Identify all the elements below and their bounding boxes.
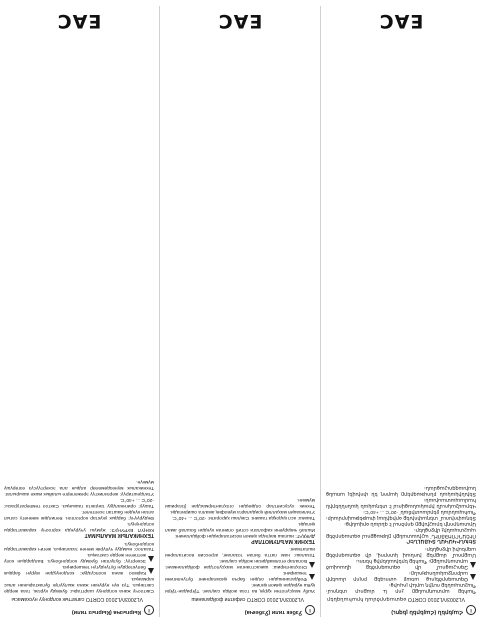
eac-logo: EAC bbox=[217, 10, 263, 32]
manual-column-uzbek bbox=[161, 0, 319, 623]
section-title: ՏԵԽՆԻԿԱԿԱՆ ՏՎՅԱԼՆԵՐ bbox=[406, 537, 476, 544]
paragraph: Өндүрүүчү: бардык укуктар корголгон. Кепилдик мөөнөтү сатып алган күндөн баштап эсептелет. bbox=[4, 508, 154, 520]
paragraph: Тозалаш: нам латта билан тозаланг, агрессив воситаларни ишлатманг. bbox=[165, 546, 315, 558]
manual-column-armenian bbox=[322, 0, 480, 623]
column-header bbox=[165, 605, 315, 615]
paragraph: Օգտագործելուց առաջ ստուգեք բոլոր մասերի ամբողջականությունը։ bbox=[326, 570, 468, 581]
paragraph: КӨҢҮЛ БУРУҢУЗ: жумуш учурунда коргоочу каражаттарды колдонуңуз. bbox=[4, 520, 154, 532]
warning-note bbox=[326, 557, 476, 569]
column-title: Кыргызча (Кыргыз тили) bbox=[71, 609, 141, 615]
paragraph: Утилизация маҳаллий қоидаларга мувофиқ амалга оширилади. bbox=[169, 508, 315, 514]
column-title: Հայերեն (Հայերեն լեզու) bbox=[391, 609, 463, 615]
eac-logo: EAC bbox=[56, 10, 102, 32]
warning-triangle-icon bbox=[148, 556, 154, 562]
warning-note bbox=[165, 569, 315, 581]
paragraph: Фойдаланишдан олдин барча қисмларнинг бутунлигини текширинг. bbox=[165, 570, 307, 581]
info-mark-icon: i bbox=[144, 605, 154, 615]
info-mark-icon: i bbox=[305, 605, 315, 615]
column-divider bbox=[159, 6, 160, 617]
paragraph: Պահեք արտադրանքը չոր և մաքուր տեղում։ Պաշտպանեք ուղիղ արևի լույսից։ bbox=[326, 581, 476, 593]
paragraph: Техник хусусиятлар олдиндан огоҳлантирмасдан ўзгариши мумкин. bbox=[165, 497, 315, 509]
section-title: ТЕХНИК МАЪЛУМОТЛАР bbox=[251, 537, 315, 544]
paragraph: Տեղափոխում՝ տեղափոխեք օրիգինալ փաթեթավորմամբ։ Պահպանման ջերմաստիճան՝ -20°C ... +40°C։ bbox=[326, 508, 476, 520]
paragraph: Тазалоо: нымдуу чүпүрөк менен тазалаңыз, жегич каражаттарды колдонбоңуз. bbox=[4, 540, 154, 552]
column-subtitle: VL2003/VL2010 CORTO օգտագործման հրահանգներ bbox=[326, 596, 465, 602]
paragraph: Վերամշակումն իրականացվում է տեղական կանոններին համապատասխան։ bbox=[326, 497, 476, 509]
warning-note bbox=[4, 551, 154, 563]
paragraph: Кармоо жана коопсуздук: колдонуудан мурун бардык бөлүктөрдүн бүтүндүгүн текшериңиз. bbox=[4, 564, 146, 576]
section-title: ТЕХНИКАЛЫК МААЛЫМАТ bbox=[84, 531, 154, 538]
manual-column-kyrgyz bbox=[0, 0, 158, 623]
column-header bbox=[4, 605, 154, 615]
warning-note bbox=[326, 569, 476, 581]
column-header bbox=[326, 605, 476, 615]
paragraph: ՈՒՇԱԴՐՈՒԹՅՈՒՆ՝ աշխատանքի ընթացքում օգտագործեք պաշտպանիչ միջոցներ։ bbox=[326, 526, 476, 538]
warning-triangle-icon bbox=[470, 574, 476, 580]
warning-triangle-icon bbox=[309, 562, 315, 568]
paragraph: Ишлаб чиқарувчи кафолати сотиб олинган кундан бошлаб амал қилади. bbox=[165, 520, 315, 532]
paragraph: Տեխնիկական բնութագրերը կարող են փոխվել առանց նախազգուշացման։ bbox=[326, 485, 476, 497]
info-mark-icon: i bbox=[466, 605, 476, 615]
warning-note bbox=[4, 563, 154, 575]
paragraph: Сактоочу жана колдонуу шарттары: буюмду кургак, таза жерде сактаңыз. Түз күн нурунан жана жылуулук булактарынан алыс кармаңыз. bbox=[4, 575, 154, 593]
paragraph: Մաքրում՝ մաքրեք խոնավ կտորով, մի օգտագործեք ագրեսիվ միջոցներ։ bbox=[326, 546, 476, 558]
paragraph: Արտադրողի երաշխիքը գործում է գնման օրվանից։ bbox=[344, 520, 476, 526]
paragraph: Ташуу: оригиналдуу таңгакта ташыңыз. Сактоо температурасы: -20°C ... +40°C. bbox=[4, 497, 154, 509]
paragraph: Огоҳлантириш: шикастланган маҳсулотдан фойдаланманг. Болалар етолмайдиган жойда сақланг. bbox=[165, 558, 307, 570]
column-divider bbox=[320, 6, 321, 617]
eac-logo: EAC bbox=[378, 10, 424, 32]
paragraph: Утилдештирүү: жергиликтүү эрежелерге ылайык ишке ашырылат. bbox=[4, 491, 154, 497]
warning-triangle-icon bbox=[309, 574, 315, 580]
paragraph: Ушбу маҳсулотни қуруқ ва тоза жойда сақланг. Тўғридан-тўғри қуёш нуридан ҳимоя қилинг. bbox=[165, 581, 315, 593]
paragraph: Техникалык мүнөздөмөлөр алдын ала эскертүүсүз өзгөрүшү мүмкүн. bbox=[4, 479, 154, 491]
warning-note bbox=[165, 557, 315, 569]
paragraph: ДИҚҚАТ: ишлаш вақтида ҳимоя воситаларидан фойдаланинг. bbox=[174, 532, 315, 538]
column-title: Ўзбек тили (Ўзбекча) bbox=[244, 609, 302, 615]
paragraph: Ташиш: асл қадоқда ташинг. Сақлаш ҳарорати: -20°C ... +40°C. bbox=[171, 514, 315, 520]
warning-triangle-icon bbox=[470, 562, 476, 568]
warning-triangle-icon bbox=[148, 568, 154, 574]
paragraph: Զգուշացում՝ մի օգտագործեք վնասված արտադրանքը։ Պահեք երեխաներից հեռու։ bbox=[326, 558, 468, 570]
paragraph: Эскертүү: бузулган буюмду колдонбоңуз. Балдардын колу жетпеген жерде сактаңыз. bbox=[4, 552, 146, 564]
column-subtitle: VL2003/VL2010 CORTO сифатли фойдаланиш bbox=[191, 596, 304, 602]
column-subtitle: VL2003/VL2010 CORTO сапаттык колдонуу нускамасы bbox=[11, 596, 143, 602]
